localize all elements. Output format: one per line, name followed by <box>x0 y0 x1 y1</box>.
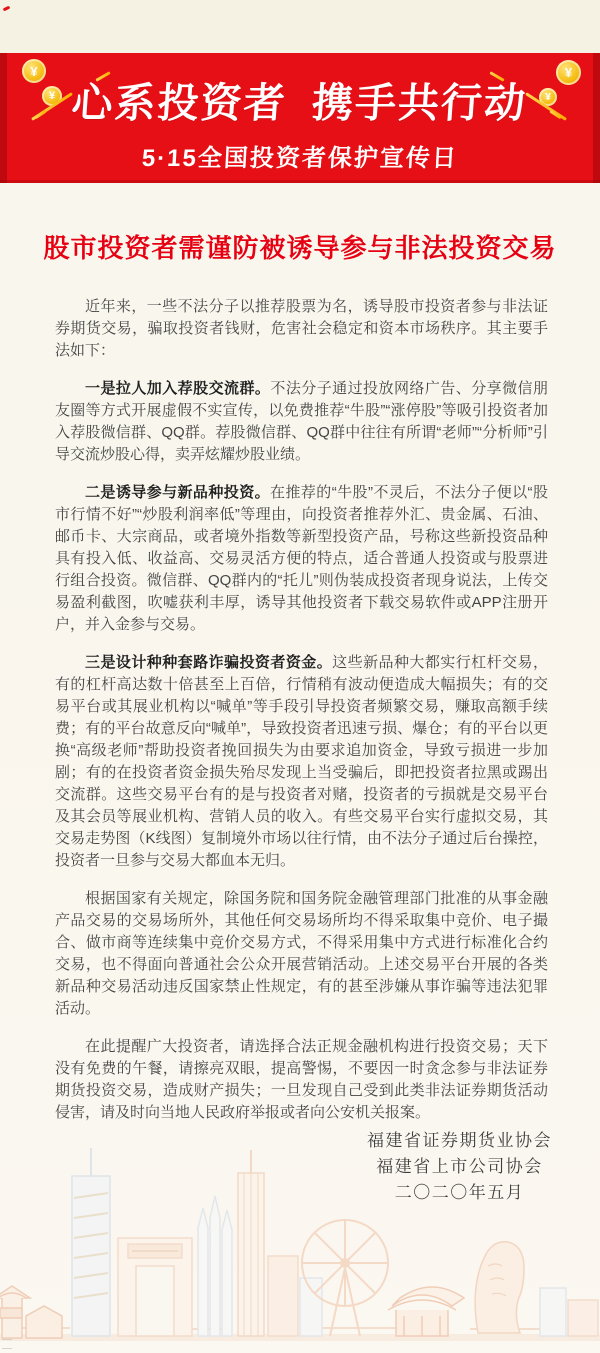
top-strip <box>0 0 600 53</box>
paragraph: 一是拉人加入荐股交流群。不法分子通过投放网络广告、分享微信朋友圈等方式开展虚假不实宣传，以免费推荐“牛股”“涨停股”等吸引投资者加入荐股微信群、QQ群。荐股微信群、QQ群中往往有所谓“老师”“分析师”引导交流炒股心得，卖弄炫耀炒股业绩。 <box>55 380 548 463</box>
building-icon <box>268 1256 298 1336</box>
spired-building-icon <box>198 1196 232 1336</box>
temple-icon <box>388 1287 464 1336</box>
banner-title: 心系投资者 携手共行动 <box>70 80 530 126</box>
paragraph-lead: 一是拉人加入荐股交流群。 <box>85 380 271 397</box>
face-sculpture-icon <box>475 1242 524 1333</box>
signature-line: 福建省证券期货业协会 <box>367 1131 552 1150</box>
gold-coin-icon: ¥ <box>42 86 62 106</box>
campaign-banner <box>0 53 600 183</box>
paragraph: 在此提醒广大投资者，请选择合法正规金融机构进行投资交易；天下没有免费的午餐，请擦亮双眼，提高警惕，不要因一时贪念参与非法证券期货投资交易，造成财产损失；一旦发现自己受到此类非法证券期货活动侵害，请及时向当地人民政府举报或者向公安机关报案。 <box>55 1038 548 1121</box>
corner-marks <box>2 1339 12 1349</box>
paragraph: 三是设计种种套路诈骗投资者资金。这些新品种大都实行杠杆交易，有的杠杆高达数十倍甚至上百倍，行情稍有波动便造成大幅损失；有的交易平台或其展业机构以“喊单”等手段引导投资者频繁交易，赚取高额手续费；有的平台故意反向“喊单”，导致投资者迅速亏损、爆仓；有的平台以更换“高级老师”帮助投资者挽回损失为由要求追加资金，导致亏损进一步加剧；有的在投资者资金损失殆尽发现上当受骗后，即把投资者拉黑或踢出交流群。这些交易平台有的是与投资者对赌，投资者的亏损就是交易平台及其会员等展业机构、营销人员的收入。有些交易平台实行虚拟交易，其交易走势图（K线图）复制境外市场以往行情，由不法分子通过后台操控，投资者一旦参与交易大都血本无归。 <box>55 654 548 869</box>
paragraph: 近年来，一些不法分子以推荐股票为名，诱导股市投资者参与非法证券期货交易，骗取投资者钱财，危害社会稳定和资本市场秩序。其主要手法如下： <box>55 298 548 359</box>
building-icon <box>540 1288 566 1336</box>
highrise-icon <box>238 1150 264 1336</box>
paragraph-lead: 二是诱导参与新品种投资。 <box>85 484 271 501</box>
pagoda-icon <box>0 1286 62 1338</box>
paragraph-lead: 三是设计种种套路诈骗投资者资金。 <box>85 654 333 671</box>
gold-coin-icon: ¥ <box>556 60 581 85</box>
paragraph: 根据国家有关规定，除国务院和国务院金融管理部门批准的从事金融产品交易的交易场所外，其他任何交易场所均不得采取集中竞价、电子撮合、做市商等连续集中竞价交易方式，不得采用集中方式进行标准化合约交易，也不得面向普通社会公众开展营销活动。上述交易平台开展的各类新品种交易活动违反国家禁止性规定，有的甚至涉嫌从事诈骗等违法犯罪活动。 <box>55 890 548 1017</box>
gold-coin-icon: ¥ <box>539 88 557 106</box>
footer-signature <box>367 1128 552 1206</box>
article-body <box>55 296 548 1156</box>
building-icon <box>300 1278 322 1336</box>
article <box>0 183 600 1156</box>
signature-line: 福建省上市公司协会 <box>376 1157 543 1176</box>
signature-line: 二〇二〇年五月 <box>394 1183 525 1202</box>
gate-building-icon <box>118 1238 192 1336</box>
building-icon <box>568 1300 598 1336</box>
tower-icon <box>72 1148 110 1336</box>
banner-subtitle: 5·15全国投资者保护宣传日 <box>141 145 459 172</box>
bridge-wall <box>0 1334 600 1341</box>
paragraph: 二是诱导参与新品种投资。在推荐的“牛股”不灵后，不法分子便以“股市行情不好”“炒股利润率低”等理由，向投资者推荐外汇、贵金属、石油、邮币卡、大宗商品，或者境外指数等新型投资产品，号称这些新投资品种具有投入低、收益高、交易灵活方便的特点，适合普通人投资或与股票进行组合投资。微信群、QQ群内的“托儿”则伪装成投资者现身说法，上传交易盈利截图，吹嘘获利丰厚，诱导其他投资者下载交易软件或APP注册开户，并入金参与交易。 <box>55 484 548 633</box>
article-headline: 股市投资者需谨防被诱导参与非法投资交易 <box>43 233 557 263</box>
streak-decoration <box>34 110 47 120</box>
gold-coin-icon: ¥ <box>22 59 46 83</box>
ferris-wheel-icon <box>302 1220 388 1336</box>
